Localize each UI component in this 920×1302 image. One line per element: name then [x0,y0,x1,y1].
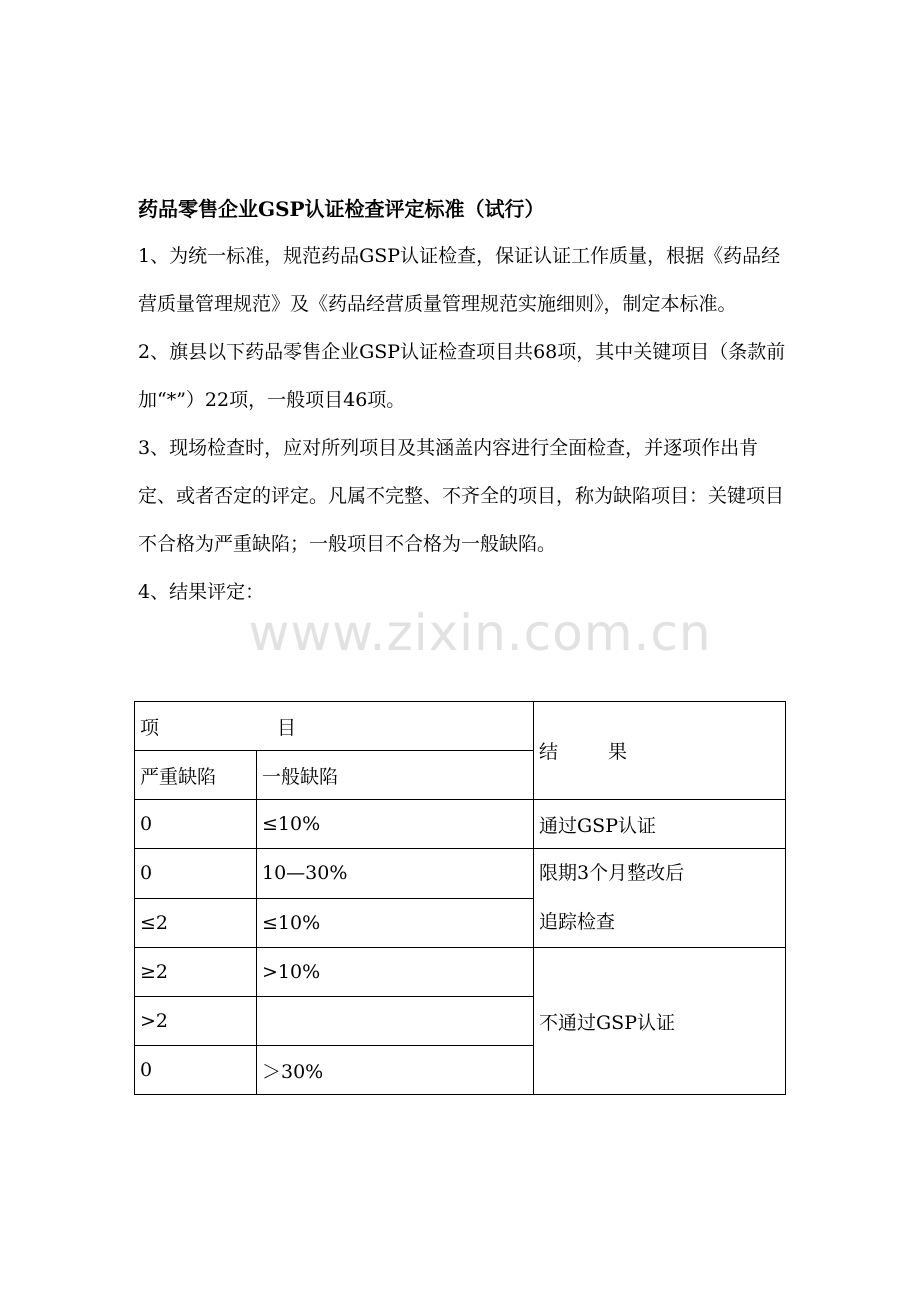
result-rectify-line2: 追踪检查 [539,911,616,933]
result-rectify-cell [534,849,786,948]
paragraph-4: 4、结果评定： [138,581,265,603]
header-item-cell [135,702,534,751]
header-item-left: 项 [140,716,160,739]
serious-cell: 0 [135,849,257,899]
general-cell: ＞30% [257,1046,534,1095]
header-result-left: 结 [539,741,559,763]
watermark: www.zixin.com.cn [248,604,712,662]
result-fail-cell: 不通过GSP认证 [534,948,786,1095]
table-row [135,800,786,849]
header-result-cell [534,702,786,800]
header-result-right: 果 [608,741,628,763]
general-cell: ≤10% [257,800,534,849]
serious-cell: 0 [135,800,257,849]
table-row [135,849,786,899]
col-serious-header: 严重缺陷 [135,751,257,800]
serious-cell: >2 [135,997,257,1046]
general-cell: 10—30% [257,849,534,899]
general-cell: ≤10% [257,898,534,948]
document-body [138,186,788,616]
serious-cell: 0 [135,1046,257,1095]
serious-cell: ≥2 [135,948,257,997]
table-row [135,948,786,997]
paragraph-1: 1、为统一标准，规范药品GSP认证检查，保证认证工作质量，根据《药品经营质量管理规范》及《药品经营质量管理规范实施细则》，制定本标准。 [138,245,781,315]
result-pass-cell: 通过GSP认证 [534,800,786,849]
serious-cell: ≤2 [135,898,257,948]
paragraph-3: 3、现场检查时，应对所列项目及其涵盖内容进行全面检查，并逐项作出肯定、或者否定的评定。凡属不完整、不齐全的项目，称为缺陷项目：关键项目不合格为严重缺陷；一般项目不合格为一般缺陷。 [138,437,785,555]
col-general-header: 一般缺陷 [257,751,534,800]
document-title: 药品零售企业GSP认证检查评定标准（试行） [138,197,545,221]
paragraph-2: 2、旗县以下药品零售企业GSP认证检查项目共68项，其中关键项目（条款前加“*”）22项，一般项目46项。 [138,341,786,411]
result-table [134,701,786,1095]
table-row [135,702,786,751]
header-item-right: 目 [277,716,297,739]
general-cell [257,997,534,1046]
result-rectify-line1: 限期3个月整改后 [539,862,685,884]
general-cell: >10% [257,948,534,997]
